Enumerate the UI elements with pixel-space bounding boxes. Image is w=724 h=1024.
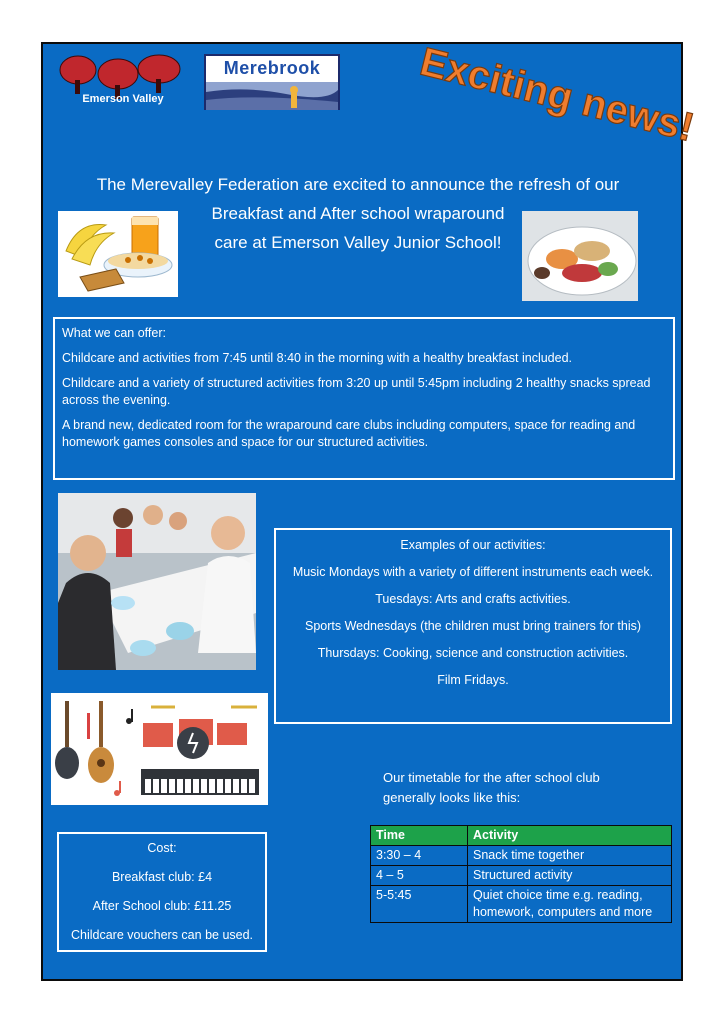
merebrook-logo-text: Merebrook — [223, 58, 321, 78]
activity-item: Thursdays: Cooking, science and construction activities. — [317, 646, 629, 660]
breakfast-illustration — [58, 211, 178, 297]
exciting-news-text: Exciting news! — [415, 39, 699, 151]
cost-heading: Cost: — [147, 841, 177, 855]
emerson-valley-logo-text: Emerson Valley — [82, 93, 164, 105]
activity-item: Sports Wednesdays (the children must bring trainers for this) — [304, 619, 642, 633]
activity-item: Film Fridays. — [437, 673, 509, 687]
after-school-club-price: After School club: £11.25 — [92, 899, 232, 913]
emerson-valley-logo — [56, 52, 190, 114]
intro-line-3: care at Emerson Valley Junior School! — [214, 233, 502, 252]
activity-cell: Structured activity — [468, 866, 672, 886]
cost-section — [57, 832, 267, 952]
timetable-table — [370, 825, 672, 923]
activity-cell: Snack time together — [468, 846, 672, 866]
activities-heading: Examples of our activities: — [400, 538, 546, 552]
activity-item: Music Mondays with a variety of different instruments each week. — [292, 565, 654, 579]
offer-item: A brand new, dedicated room for the wraparound care clubs including computers, space for reading and homework games consoles and space for our structured activities. — [62, 418, 636, 449]
intro-line-1: The Merevalley Federation are excited to announce the refresh of our — [96, 175, 620, 194]
activity-item: Tuesdays: Arts and crafts activities. — [375, 592, 571, 606]
column-header-time: Time — [371, 826, 468, 846]
snack-platter-photo — [522, 211, 638, 301]
table-row — [371, 846, 672, 866]
timetable-intro: Our timetable for the after school club generally looks like this: — [383, 770, 600, 805]
children-activity-photo — [58, 493, 256, 670]
table-row — [371, 886, 672, 923]
table-row — [371, 866, 672, 886]
activity-cell: Quiet choice time e.g. reading, homework, computers and more — [468, 886, 672, 923]
offer-item: Childcare and activities from 7:45 until 8:40 in the morning with a healthy breakfast included. — [62, 351, 573, 365]
exciting-news-headline — [405, 39, 699, 158]
breakfast-club-price: Breakfast club: £4 — [111, 870, 213, 884]
time-cell: 3:30 – 4 — [371, 846, 468, 866]
activities-section — [274, 528, 672, 724]
offer-section — [53, 317, 675, 480]
table-header-row — [371, 826, 672, 846]
column-header-activity: Activity — [468, 826, 672, 846]
offer-heading: What we can offer: — [62, 326, 166, 340]
music-instruments-illustration — [51, 693, 268, 805]
offer-item: Childcare and a variety of structured activities from 3:20 up until 5:45pm including 2 healthy snacks spread across the evening. — [62, 376, 651, 407]
time-cell: 5-5:45 — [371, 886, 468, 923]
merebrook-logo — [204, 54, 340, 110]
time-cell: 4 – 5 — [371, 866, 468, 886]
intro-line-2: Breakfast and After school wraparound — [211, 204, 505, 223]
merebrook-landscape-icon — [206, 82, 338, 110]
childcare-vouchers-note: Childcare vouchers can be used. — [70, 928, 254, 942]
